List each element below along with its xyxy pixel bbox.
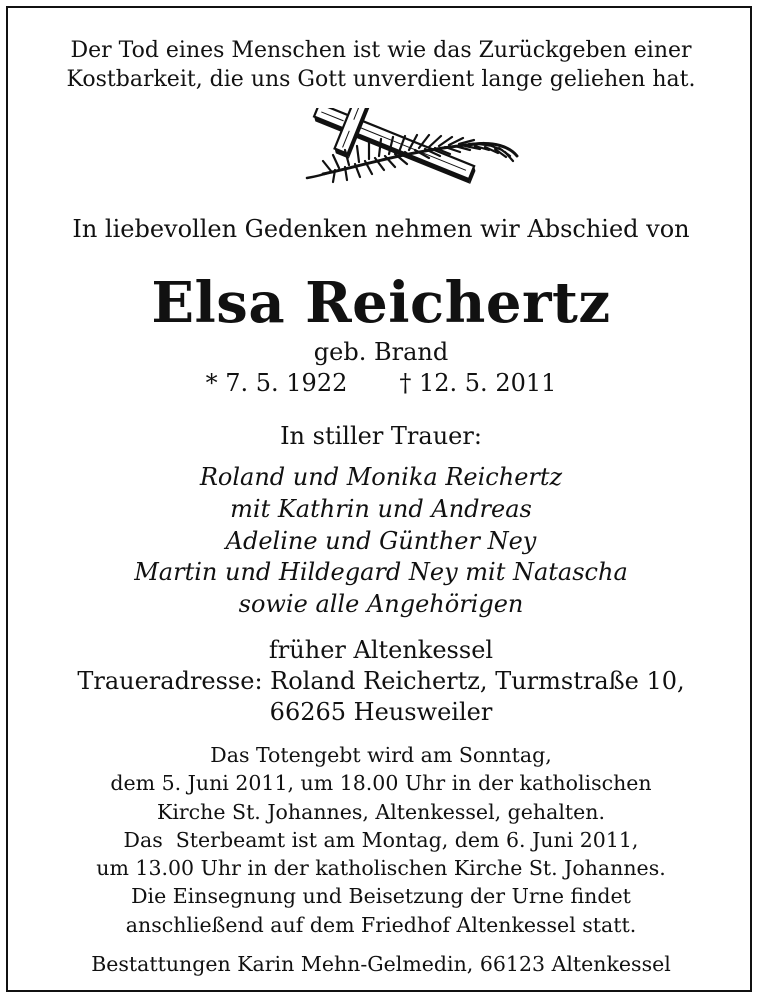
mourner-entry: Roland und Monika Reichertz <box>199 463 563 491</box>
service-details <box>8 741 754 939</box>
service-line: um 13.00 Uhr in der katholischen Kirche St. Johannes. <box>96 856 666 881</box>
service-line: dem 5. Juni 2011, um 18.00 Uhr in der katholischen <box>110 771 652 796</box>
mourner-entry: Martin und Hildegard Ney mit Natascha <box>134 558 628 587</box>
mourning-address <box>8 635 754 728</box>
mourners-list <box>8 462 754 621</box>
mourning-label: In stiller Trauer: <box>280 422 482 450</box>
birth-date: * 7. 5. 1922 <box>205 369 348 397</box>
service-line: Die Einsegnung und Beisetzung der Urne findet <box>131 884 631 909</box>
address-line: Traueradresse: Roland Reichertz, Turmstraße 10, <box>77 667 685 695</box>
service-line: Das Sterbeamt ist am Montag, dem 6. Juni 2011, <box>123 827 639 852</box>
death-date: † 12. 5. 2011 <box>399 369 557 397</box>
deceased-name: Elsa Reichertz <box>151 270 611 336</box>
address-line: 66265 Heusweiler <box>269 698 493 726</box>
mourner-entry: Adeline und Günther Ney <box>225 526 537 555</box>
service-line: Das Totengebt wird am Sonntag, <box>210 743 552 767</box>
address-line: früher Altenkessel <box>268 636 494 664</box>
memorial-quote <box>8 36 754 94</box>
quote-line: Kostbarkeit, die uns Gott unverdient lange geliehen hat. <box>66 67 696 92</box>
quote-line: Der Tod eines Menschen ist wie das Zurückgeben einer <box>70 38 692 63</box>
farewell-intro: In liebevollen Gedenken nehmen wir Abschied von <box>72 215 690 243</box>
birth-name: geb. Brand <box>313 338 449 366</box>
life-dates <box>8 368 754 398</box>
mourner-entry: sowie alle Angehörigen <box>238 590 524 619</box>
obituary-notice <box>6 6 752 992</box>
undertaker-credit: Bestattungen Karin Mehn-Gelmedin, 66123 Altenkessel <box>91 952 671 976</box>
cross-with-palm-branch-icon <box>261 108 523 203</box>
service-line: Kirche St. Johannes, Altenkessel, gehalten. <box>157 799 605 824</box>
service-line: anschließend auf dem Friedhof Altenkessel statt. <box>125 912 637 937</box>
mourner-entry: mit Kathrin und Andreas <box>230 494 532 523</box>
